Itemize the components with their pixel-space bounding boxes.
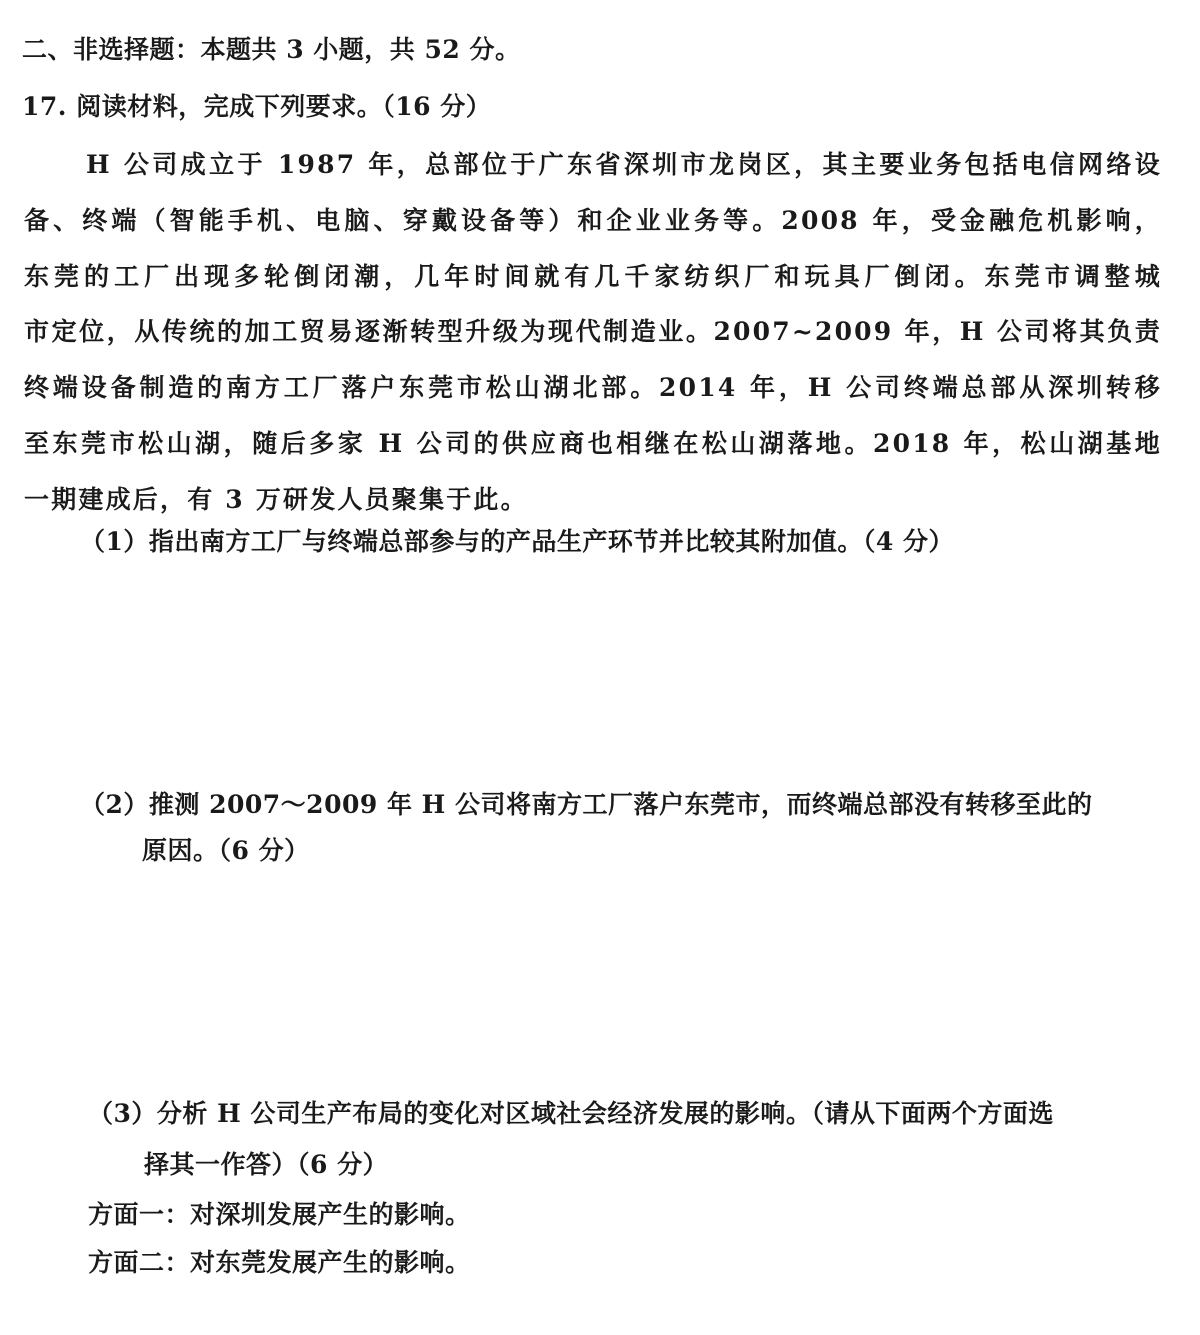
passage-line: 东莞的工厂出现多轮倒闭潮，几年时间就有几千家纺织厂和玩具厂倒闭。东莞市调整城 — [24, 262, 1162, 291]
passage-line: 一期建成后，有 3 万研发人员聚集于此。 — [24, 485, 528, 514]
subquestion-1: （1）指出南方工厂与终端总部参与的产品生产环节并比较其附加值。（4 分） — [80, 527, 954, 556]
passage-line: 至东莞市松山湖，随后多家 H 公司的供应商也相继在松山湖落地。2018 年，松山湖基地 — [24, 429, 1162, 458]
passage-line: 市定位，从传统的加工贸易逐渐转型升级为现代制造业。2007~2009 年，H 公司将其负责 — [24, 317, 1162, 346]
subquestion-2: （2）推测 2007～2009 年 H 公司将南方工厂落户东莞市，而终端总部没有转移至此的 — [80, 790, 1093, 819]
section-header: 二、非选择题：本题共 3 小题，共 52 分。 — [22, 35, 521, 64]
passage-line: 终端设备制造的南方工厂落户东莞市松山湖北部。2014 年，H 公司终端总部从深圳转移 — [24, 373, 1162, 402]
passage-line: H 公司成立于 1987 年，总部位于广东省深圳市龙岗区，其主要业务包括电信网络设 — [86, 150, 1162, 179]
subquestion-3: （3）分析 H 公司生产布局的变化对区域社会经济发展的影响。（请从下面两个方面选 — [88, 1099, 1054, 1128]
aspect-two: 方面二：对东莞发展产生的影响。 — [88, 1248, 471, 1277]
aspect-one: 方面一：对深圳发展产生的影响。 — [88, 1200, 471, 1229]
question-title: 17. 阅读材料，完成下列要求。（16 分） — [22, 92, 492, 121]
subquestion-3-continued: 择其一作答）（6 分） — [144, 1150, 389, 1179]
subquestion-2-continued: 原因。（6 分） — [142, 836, 310, 865]
passage-line: 备、终端（智能手机、电脑、穿戴设备等）和企业业务等。2008 年，受金融危机影响， — [24, 206, 1162, 235]
